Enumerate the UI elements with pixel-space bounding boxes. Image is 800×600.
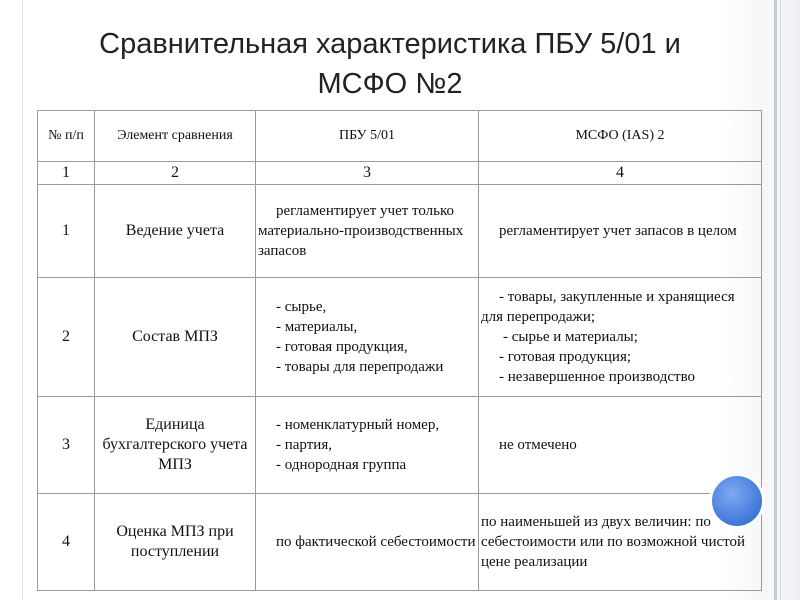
ifrs-line: - товары, закупленные и хранящиеся для перепродажи; xyxy=(481,289,735,325)
row-pbu: регламентирует учет только материально-производственных запасов xyxy=(256,185,479,278)
row-ifrs: не отмечено xyxy=(479,397,762,494)
ifrs-line: - готовая продукция; xyxy=(499,349,632,365)
row-ifrs: по наименьшей из двух величин: по себестоимости или по возможной чистой цене реализации xyxy=(479,494,762,591)
row-element: Состав МПЗ xyxy=(95,278,256,397)
pbu-line: - товары для перепродажи xyxy=(276,359,444,375)
pbu-line: - однородная группа xyxy=(276,457,407,473)
column-number: 4 xyxy=(479,162,762,185)
row-ifrs: регламентирует учет запасов в целом xyxy=(479,185,762,278)
row-element: Единица бухгалтерского учета МПЗ xyxy=(95,397,256,494)
table-row xyxy=(38,185,762,278)
pbu-line: - номенклатурный номер, xyxy=(276,417,440,433)
frame-line-right-thin xyxy=(780,0,781,600)
frame-line-left xyxy=(22,0,23,600)
row-number: 4 xyxy=(38,494,95,591)
slide-title-line-2: МСФО №2 xyxy=(317,68,463,100)
row-pbu: по фактической себестоимости xyxy=(256,494,479,591)
ifrs-line: - сырье и материалы; xyxy=(503,329,638,345)
frame-line-right xyxy=(774,0,777,600)
pbu-line: - партия, xyxy=(276,437,332,453)
header-ifrs: МСФО (IAS) 2 xyxy=(479,111,762,162)
table-row xyxy=(38,494,762,591)
column-number: 2 xyxy=(95,162,256,185)
table-header-row xyxy=(38,111,762,162)
row-element: Оценка МПЗ при поступлении xyxy=(95,494,256,591)
header-element: Элемент сравнения xyxy=(95,111,256,162)
column-number: 1 xyxy=(38,162,95,185)
accent-circle xyxy=(712,476,762,526)
column-numbers-row xyxy=(38,162,762,185)
row-pbu xyxy=(256,278,479,397)
ifrs-line: - незавершенное производство xyxy=(499,369,696,385)
row-element: Ведение учета xyxy=(95,185,256,278)
row-pbu xyxy=(256,397,479,494)
header-pbu: ПБУ 5/01 xyxy=(256,111,479,162)
header-num: № п/п xyxy=(38,111,95,162)
comparison-table xyxy=(37,110,762,591)
slide-title xyxy=(40,24,740,104)
slide-title-line-1: Сравнительная характеристика ПБУ 5/01 и xyxy=(99,28,681,60)
pbu-line: - готовая продукция, xyxy=(276,339,408,355)
pbu-line: - сырье, xyxy=(276,299,327,315)
row-ifrs xyxy=(479,278,762,397)
table-row xyxy=(38,278,762,397)
row-number: 3 xyxy=(38,397,95,494)
pbu-line: - материалы, xyxy=(276,319,358,335)
row-number: 1 xyxy=(38,185,95,278)
row-number: 2 xyxy=(38,278,95,397)
table-row xyxy=(38,397,762,494)
column-number: 3 xyxy=(256,162,479,185)
